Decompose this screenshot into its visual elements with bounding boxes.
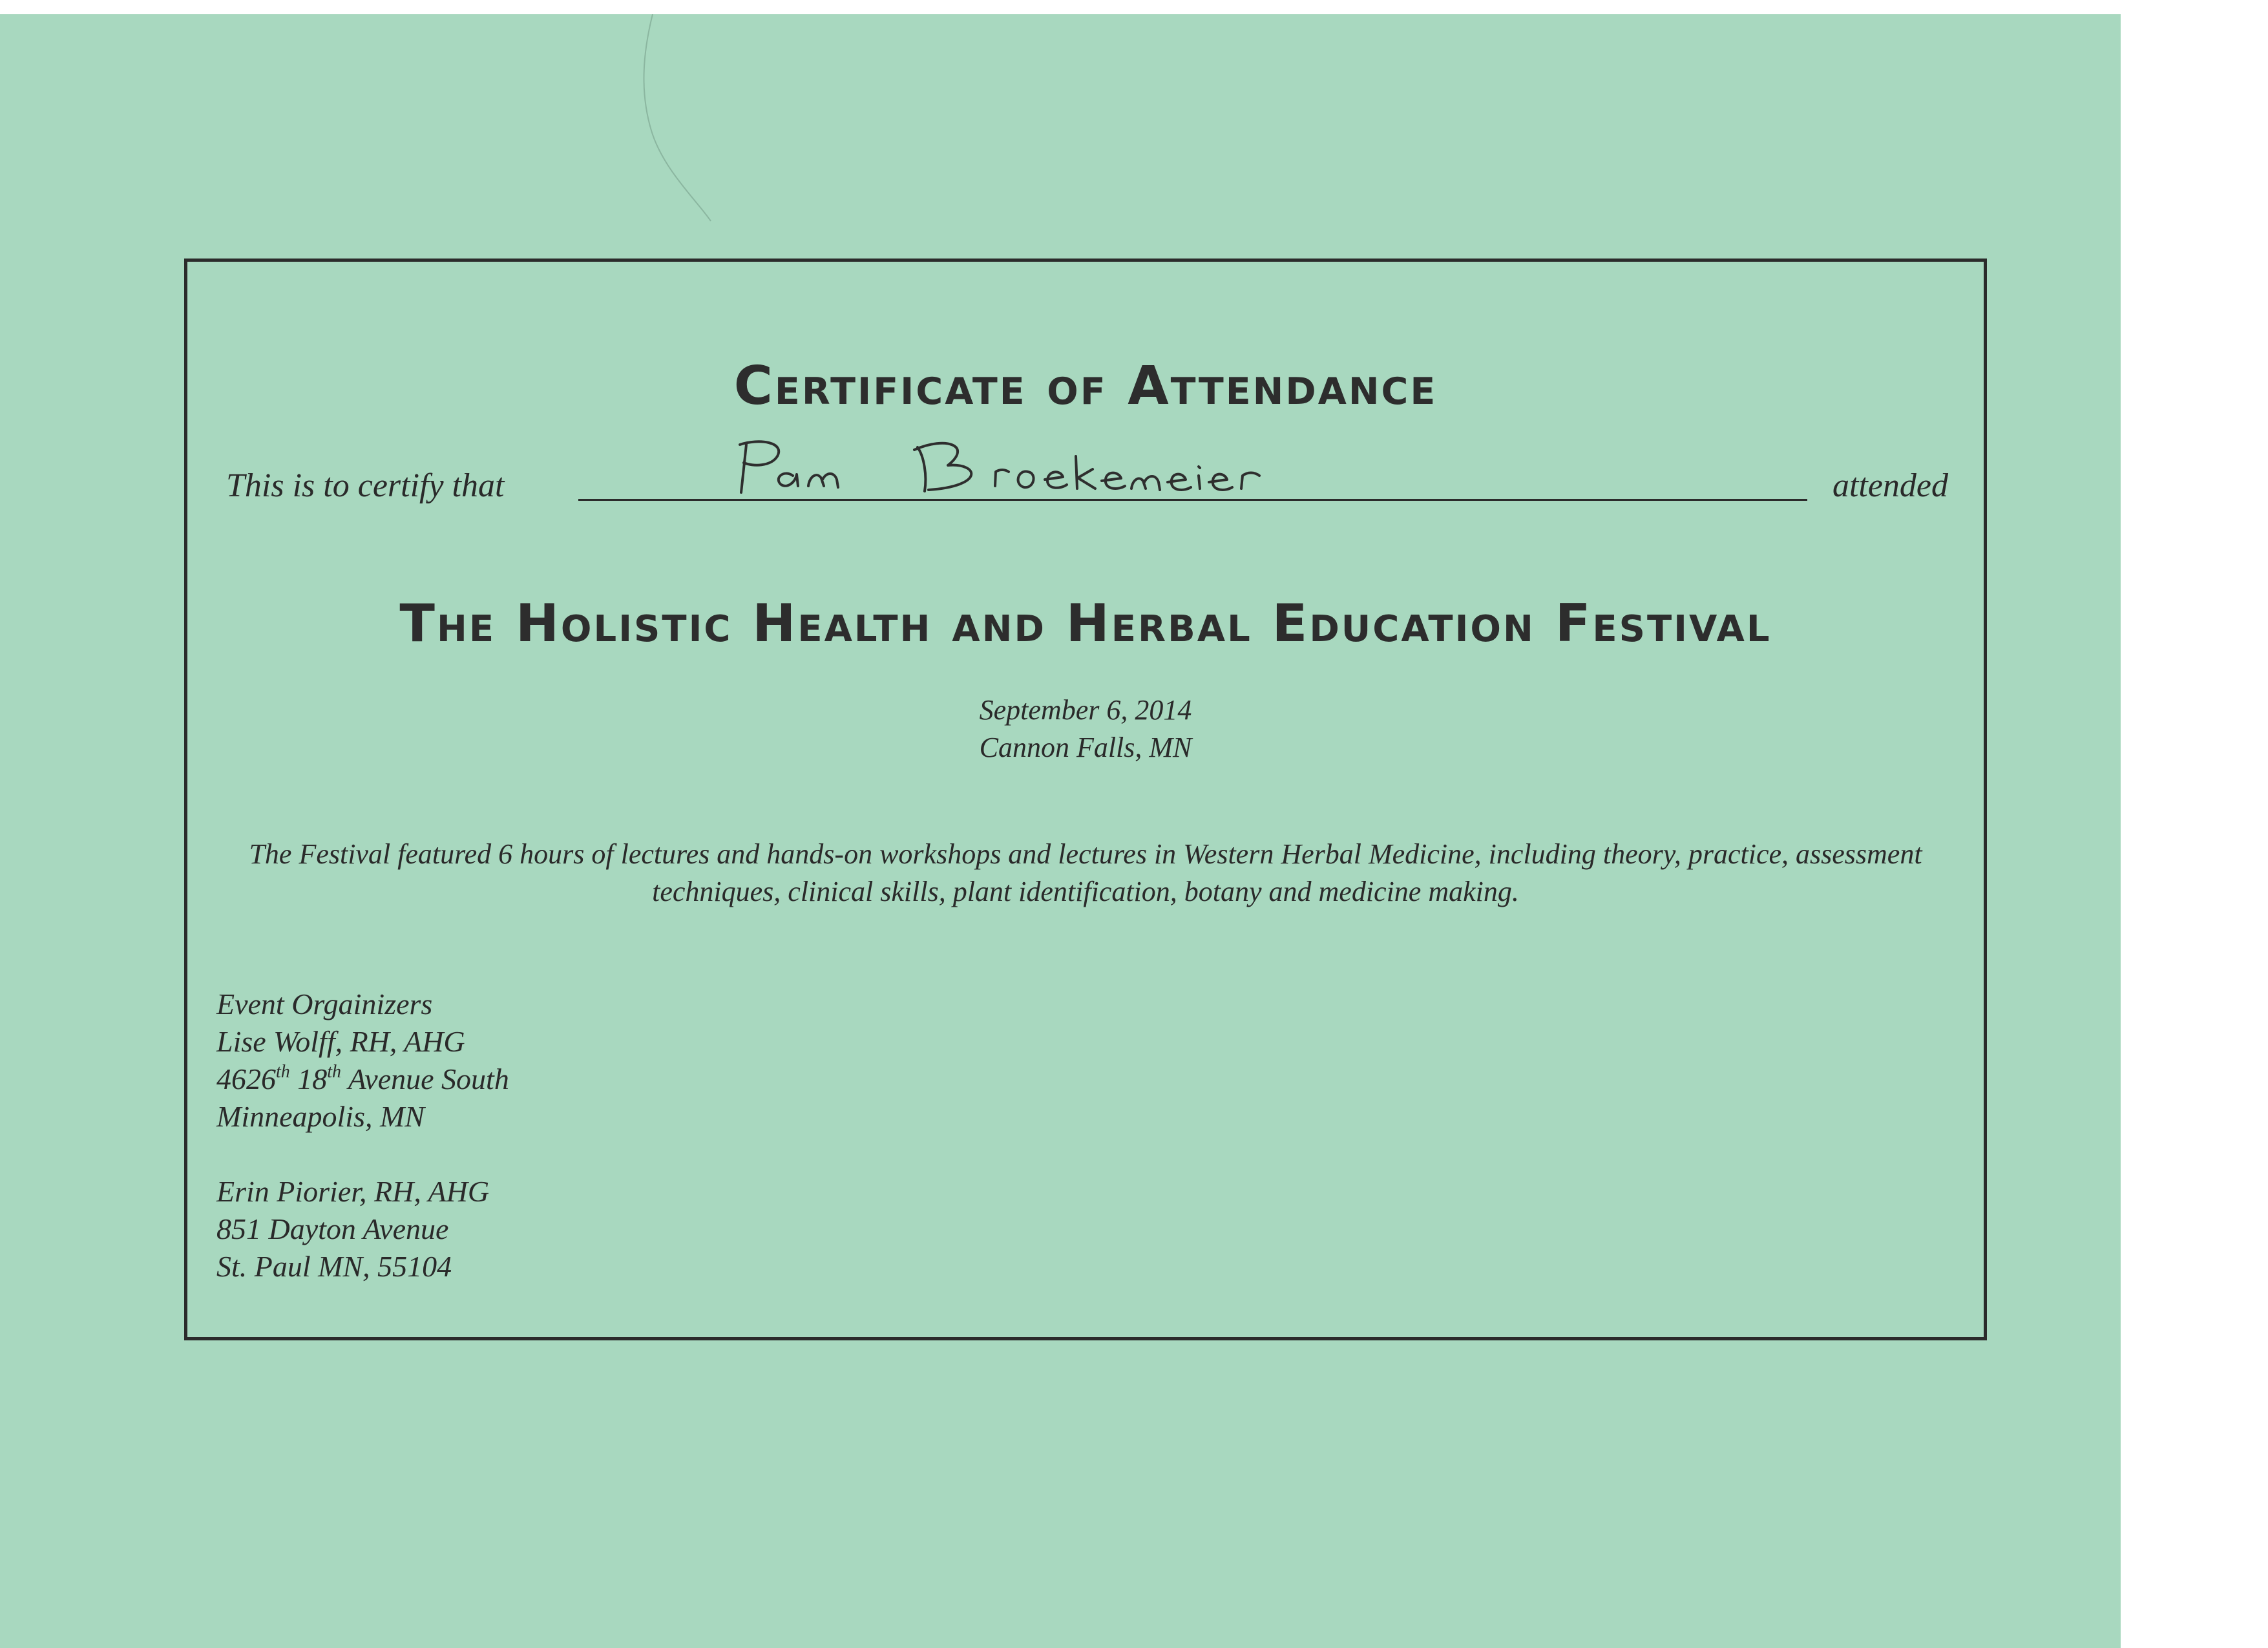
organizer-1-street — [216, 1061, 509, 1098]
organizer-1-name: Lise Wolff, RH, AHG — [216, 1025, 465, 1058]
attendee-handwritten-name — [701, 430, 1283, 502]
festival-description: The Festival featured 6 hours of lectures and hands-on workshops and lectures in Western Herbal Medicine, including theory, practice, assessment techniques, clinical skills, plant identification, botany and medicine making. — [249, 838, 1922, 907]
organizers-heading: Event Orgainizers — [216, 988, 433, 1020]
organizers-spacer — [216, 1136, 509, 1173]
certificate-paper — [0, 14, 2121, 1648]
paper-crease — [640, 14, 730, 227]
organizer-1-street-number: 4626 — [216, 1062, 276, 1095]
organizer-1-street-rest: Avenue South — [348, 1062, 509, 1095]
festival-name: The Holistic Health and Herbal Education Festival — [399, 593, 1772, 653]
event-location: Cannon Falls, MN — [979, 732, 1192, 763]
certificate-border — [184, 259, 1987, 1340]
certificate-title: Certificate of Attendance — [733, 355, 1438, 417]
certify-lead-text: This is to certify that — [226, 467, 505, 504]
organizer-2-name: Erin Piorier, RH, AHG — [216, 1175, 490, 1208]
event-info — [187, 692, 1984, 766]
organizer-2-street: 851 Dayton Avenue — [216, 1212, 449, 1245]
event-organizers — [216, 986, 509, 1285]
organizer-1-avenue-number-suffix: th — [327, 1062, 342, 1082]
certify-tail-text: attended — [1832, 467, 1948, 504]
organizer-2-city: St. Paul MN, 55104 — [216, 1250, 452, 1283]
certify-statement — [226, 443, 1948, 514]
organizer-1-avenue-number: 18 — [297, 1062, 328, 1095]
organizer-1-street-number-suffix: th — [276, 1062, 290, 1082]
organizer-1-city: Minneapolis, MN — [216, 1100, 425, 1133]
event-date: September 6, 2014 — [979, 694, 1192, 726]
attendee-name-line — [578, 434, 1807, 501]
